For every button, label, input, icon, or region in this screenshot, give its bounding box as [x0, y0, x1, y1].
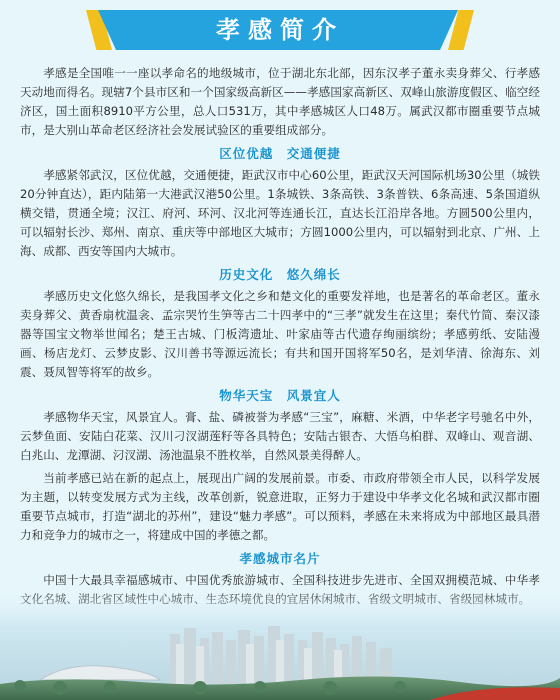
- section-heading-card: 孝感城市名片: [239, 551, 321, 566]
- page-title: 孝感简介: [216, 16, 344, 44]
- title-banner: [0, 10, 560, 52]
- location-paragraph: 孝感紧邻武汉，区位优越，交通便捷，距武汉市中心60公里，距武汉天河国际机场30公里（城铁20分钟直达），距内陆第一大港武汉港50公里。1条城铁、3条高铁、3条普铁、6条高速、5条国道纵横交错，贯通全境；汉江、府河、环河、汉北河等连通长江，直达长江沿岸各地。方圆500公里内，可以辐射长沙、郑州、南京、重庆等中部地区大城市；方圆1000公里内，可以辐射到北京、广州、上海、成都、西安等国内大城市。: [20, 168, 540, 258]
- article-body: [20, 64, 540, 613]
- city-card-paragraph: 中国十大最具幸福感城市、中国优秀旅游城市、全国科技进步先进市、全国双拥模范城、中华孝: [43, 573, 540, 587]
- culture-paragraph: 孝感历史文化悠久绵长，是我国孝文化之乡和楚文化的重要发祥地，也是著名的革命老区。董永卖身葬父、黄香扇枕温衾、孟宗哭竹生笋等古二十四孝中的“三孝”就发生在这里；秦代竹简、秦汉漆器等国宝文物举世闻名；楚王古城、门板湾遗址、叶家庙等古代遗存绚丽缤纷；孝感剪纸、安陆漫画、杨店龙灯、云梦皮影、汉川善书等源远流长；有共和国开国将军50名，是刘华清、徐海东、刘震、聂凤智等将军的故乡。: [20, 289, 540, 379]
- future-paragraph: 当前孝感已站在新的起点上，展现出广阔的发展前景。市委、市政府带领全市人民，以科学发展为主题，以转变发展方式为主线，改革创新，锐意进取，正努力于建设中华孝文化名城和武汉都市圈重要节点城市，打造“湖北的苏州”，建设“魅力孝感”。可以预料，孝感在未来将成为中部地区最具潜力和竞争力的城市之一，将建成中国的孝德之都。: [20, 471, 540, 542]
- products-paragraph: 孝感物华天宝，风景宜人。膏、盐、磷被誉为孝感“三宝”，麻糖、米酒，中华老字号驰名中外，云梦鱼面、安陆白花菜、汉川刁汊湖莲籽等各具特色；安陆古银杏、大悟乌桕群、双峰山、观音湖、白兆山、龙潭湖、汈汊湖、汤池温泉不胜枚举，自然风景美得醉人。: [20, 410, 540, 462]
- section-heading-location: 区位优越 交通便捷: [219, 146, 341, 161]
- section-heading-products: 物华天宝 风景宜人: [219, 388, 341, 403]
- city-skyline-image: [0, 588, 560, 700]
- section-heading-culture: 历史文化 悠久绵长: [219, 267, 341, 282]
- intro-paragraph: 孝感是全国唯一一座以孝命名的地级城市，位于湖北东北部，因东汉孝子董永卖身葬父、行孝感天动地而得名。现辖7个县市区和一个国家级高新区——孝感国家高新区、双峰山旅游度假区、临空经济区，国土面积8910平方公里，总人口531万，其中孝感城区人口48万。属武汉都市圈重要节点城市，是大别山革命老区经济社会发展试验区的重要组成部分。: [20, 66, 540, 137]
